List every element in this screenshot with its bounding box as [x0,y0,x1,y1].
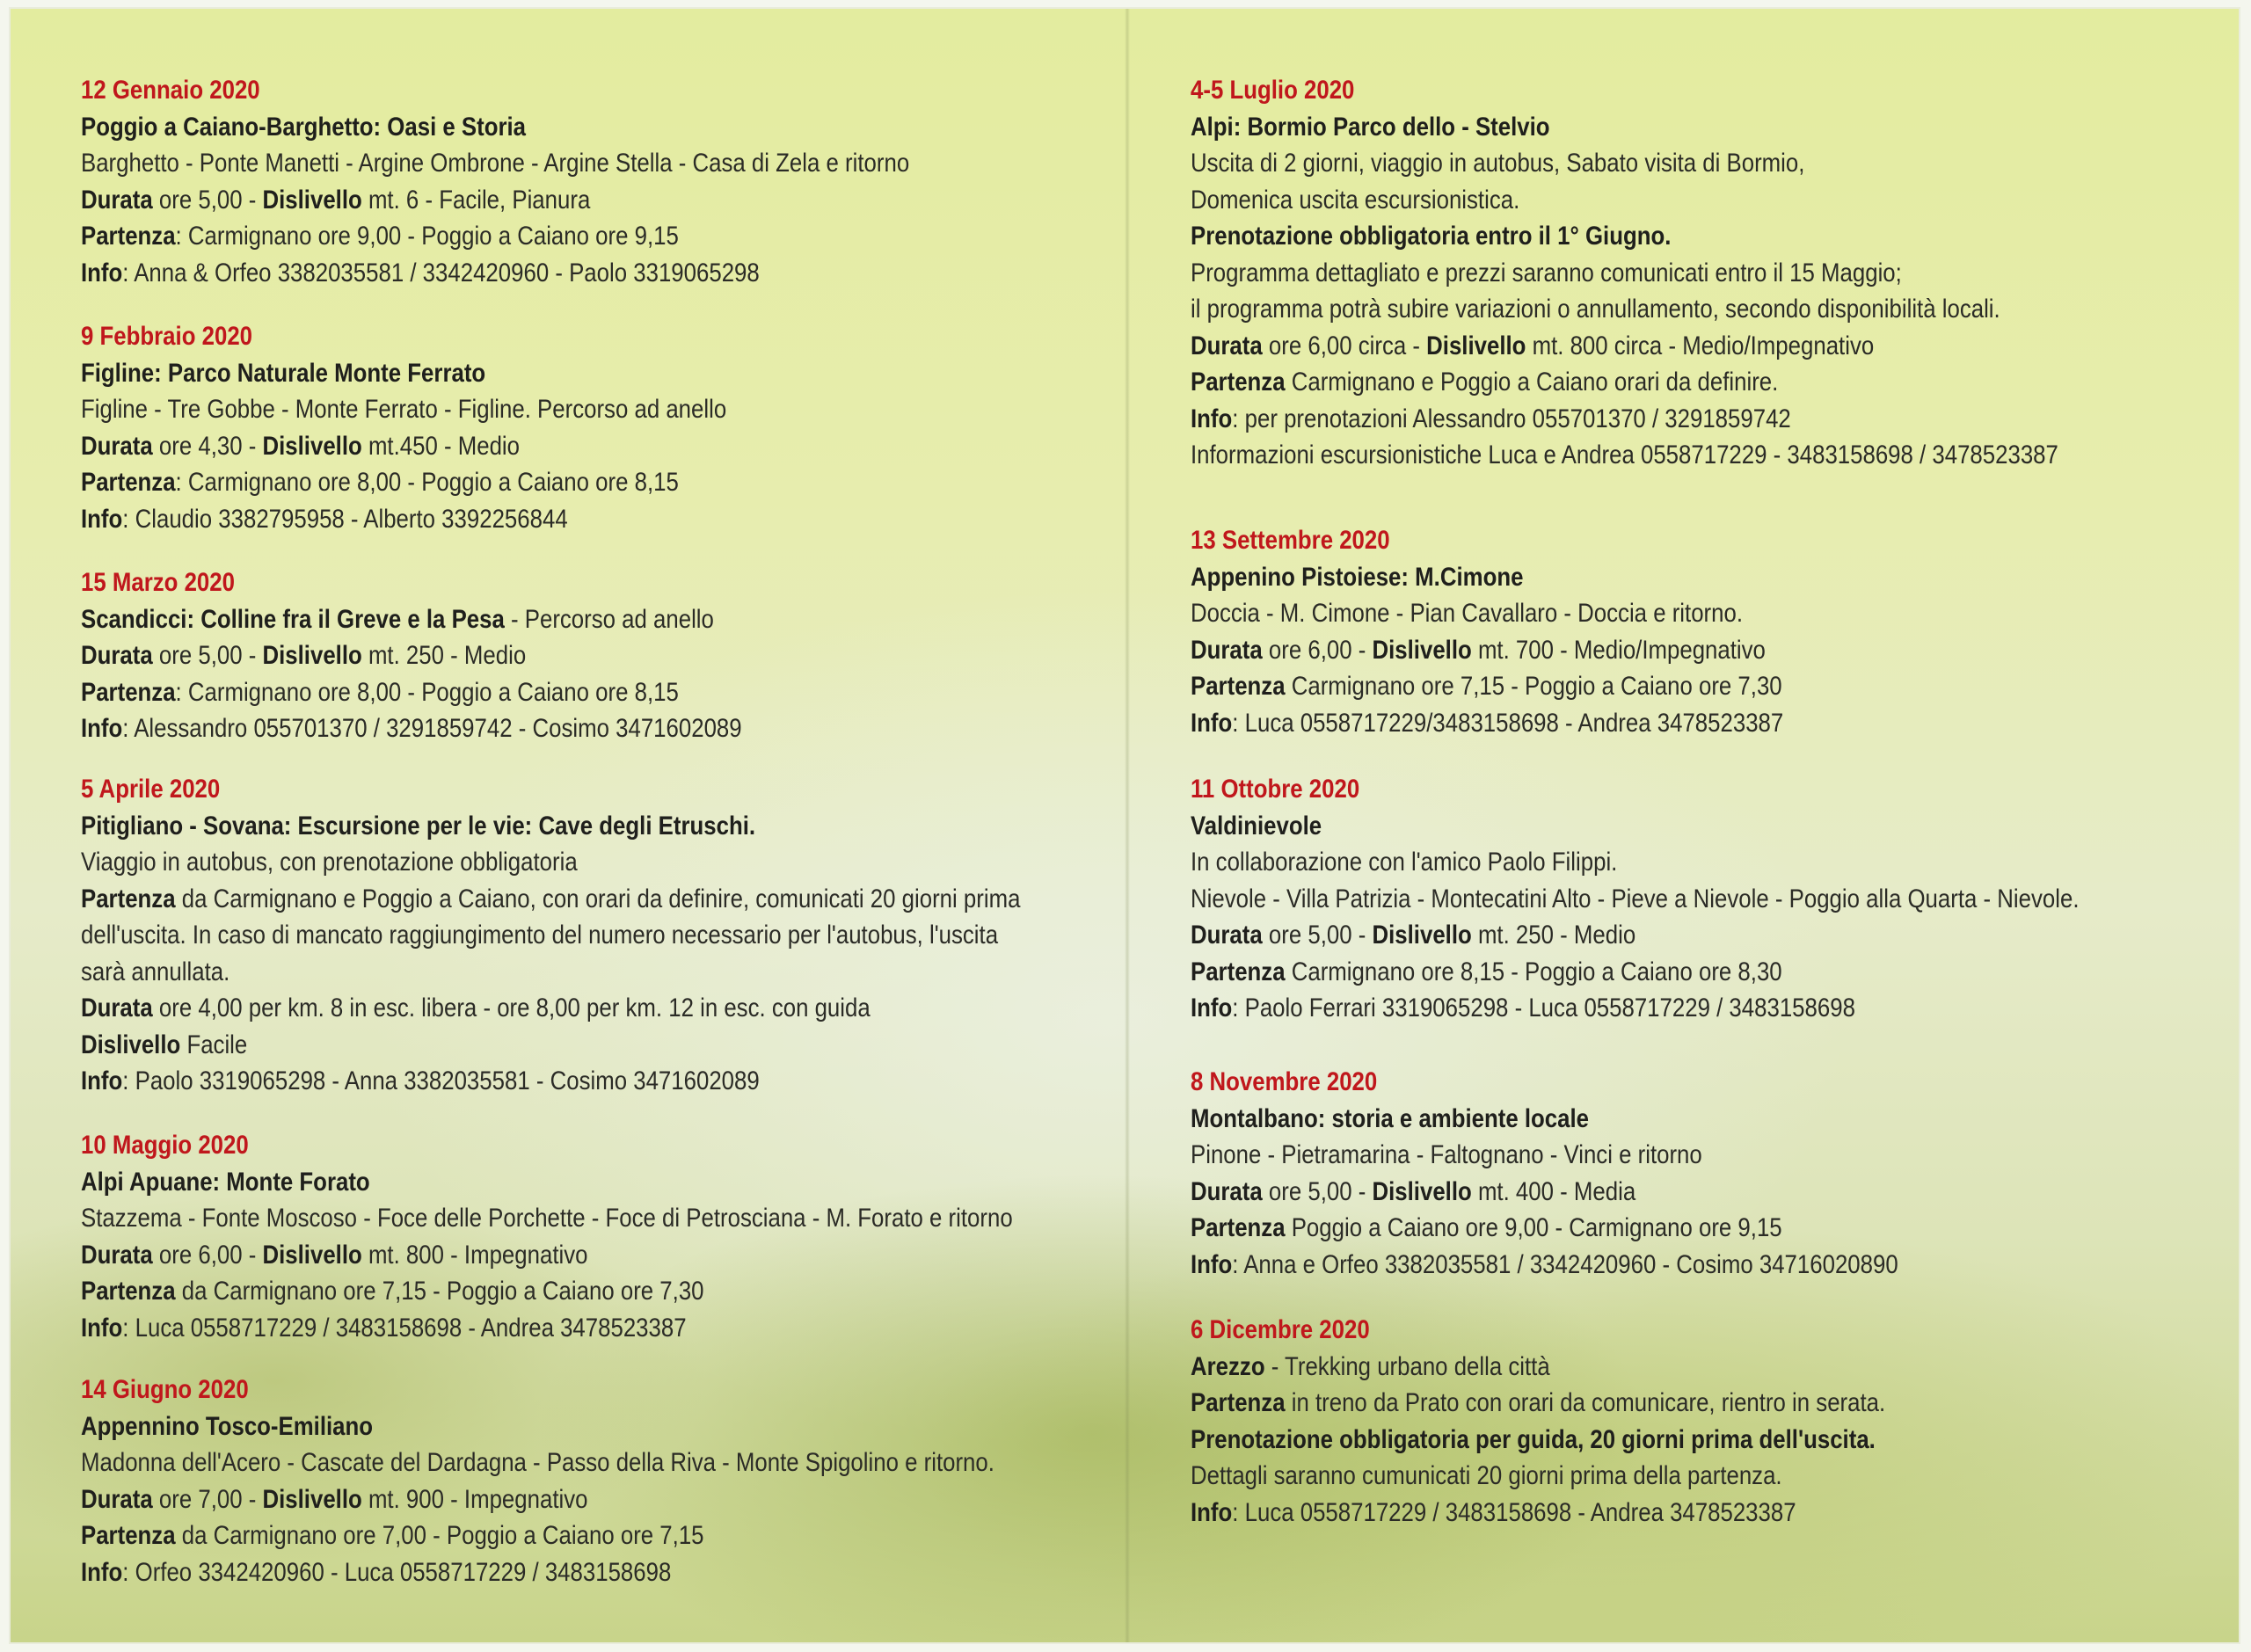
event-partenza: Partenza: Carmignano ore 8,00 - Poggio a Caiano ore 8,15 [81,677,679,707]
event-info: Info: Paolo 3319065298 - Anna 3382035581 - Cosimo 3471602089 [81,1066,760,1095]
event-partenza: Partenza Carmignano ore 8,15 - Poggio a Caiano ore 8,30 [1191,957,1782,986]
event-info: Info: Luca 0558717229 / 3483158698 - Andrea 3478523387 [81,1313,687,1343]
brochure-sheet [11,9,2239,1642]
event-durata: Durata ore 6,00 circa - Dislivello mt. 800 circa - Medio/Impegnativo [1191,331,1875,360]
event-date: 10 Maggio 2020 [81,1131,249,1160]
event-dicembre [1191,1312,1999,1531]
event-partenza: Partenza Carmignano e Poggio a Caiano orari da definire. [1191,368,1779,397]
event-partenza: Partenza in treno da Prato con orari da comunicare, rientro in serata. [1191,1388,1886,1417]
event-date: 14 Giugno 2020 [81,1375,249,1404]
event-title-line: Arezzo - Trekking urbano della città [1191,1351,1550,1381]
event-ottobre [1191,771,2224,1027]
event-route: Nievole - Villa Patrizia - Montecatini Alto - Pieve a Nievole - Poggio alla Quarta - Nievole. [1191,884,2080,913]
event-durata: Durata ore 5,00 - Dislivello mt. 400 - Media [1191,1176,1636,1206]
event-route: Stazzema - Fonte Moscoso - Foce delle Porchette - Foce di Petrosciana - M. Forato e ritorno [81,1204,1013,1233]
event-title: Pitigliano - Sovana: Escursione per le vie: Cave degli Etruschi. [81,811,756,841]
event-line: In collaborazione con l'amico Paolo Filippi. [1191,848,1618,877]
event-date: 15 Marzo 2020 [81,568,235,597]
event-title: Poggio a Caiano-Barghetto: Oasi e Storia [81,112,527,142]
event-info: Info: Anna & Orfeo 3382035581 / 3342420960 - Paolo 3319065298 [81,258,760,287]
event-durata: Durata ore 6,00 - Dislivello mt. 700 - Medio/Impegnativo [1191,635,1766,665]
event-title: Alpi: Bormio Parco dello - Stelvio [1191,112,1550,142]
event-febbraio [81,318,832,537]
event-title-line: Scandicci: Colline fra il Greve e la Pesa - Percorso ad anello [81,604,714,634]
event-durata: Durata ore 5,00 - Dislivello mt. 6 - Facile, Pianura [81,185,591,215]
event-giugno [81,1372,1143,1590]
event-line: sarà annullata. [81,957,230,986]
event-durata: Durata ore 5,00 - Dislivello mt. 250 - Medio [81,641,527,670]
event-partenza: Partenza: Carmignano ore 8,00 - Poggio a Caiano ore 8,15 [81,468,679,497]
event-settembre [1191,522,1880,741]
event-line: Domenica uscita escursionistica. [1191,185,1520,215]
event-date: 8 Novembre 2020 [1191,1067,1378,1096]
event-novembre [1191,1064,2014,1283]
event-date: 4-5 Luglio 2020 [1191,76,1355,105]
event-partenza: Partenza da Carmignano ore 7,00 - Poggio a Caiano ore 7,15 [81,1521,704,1550]
event-luglio [1191,72,2200,474]
event-marzo [81,564,849,747]
event-info: Info: Anna e Orfeo 3382035581 / 3342420960 - Cosimo 34716020890 [1191,1249,1898,1279]
event-line: Dettagli saranno cumunicati 20 giorni prima della partenza. [1191,1461,1782,1490]
event-line: il programma potrà subire variazioni o annullamento, secondo disponibilità locali. [1191,295,2000,324]
event-title: Figline: Parco Naturale Monte Ferrato [81,358,486,388]
event-durata: Durata ore 7,00 - Dislivello mt. 900 - Impegnativo [81,1484,588,1514]
event-info: Info: Paolo Ferrari 3319065298 - Luca 0558717229 / 3483158698 [1191,993,1855,1022]
event-line: Uscita di 2 giorni, viaggio in autobus, Sabato visita di Bormio, [1191,149,1805,178]
event-title: Montalbano: storia e ambiente locale [1191,1103,1590,1133]
event-date: 12 Gennaio 2020 [81,76,260,105]
event-line: Informazioni escursionistiche Luca e Andrea 0558717229 - 3483158698 / 3478523387 [1191,440,2058,469]
event-route: Barghetto - Ponte Manetti - Argine Ombrone - Argine Stella - Casa di Zela e ritorno [81,149,910,178]
event-title: Appennino Tosco-Emiliano [81,1411,374,1441]
event-aprile [81,771,1173,1100]
event-info: Info: per prenotazioni Alessandro 055701370 / 3291859742 [1191,404,1791,433]
event-route: Figline - Tre Gobbe - Monte Ferrato - Figline. Percorso ad anello [81,395,727,424]
event-line: Viaggio in autobus, con prenotazione obbligatoria [81,848,578,877]
event-title: Alpi Apuane: Monte Forato [81,1167,370,1197]
event-partenza: Partenza Carmignano ore 7,15 - Poggio a Caiano ore 7,30 [1191,672,1782,701]
event-date: 5 Aprile 2020 [81,775,221,804]
event-info: Info: Orfeo 3342420960 - Luca 0558717229 / 3483158698 [81,1557,672,1587]
event-line: dell'uscita. In caso di mancato raggiungimento del numero necessario per l'autobus, l'uscita [81,921,999,950]
event-date: 6 Dicembre 2020 [1191,1315,1370,1344]
event-info: Info: Luca 0558717229 / 3483158698 - Andrea 3478523387 [1191,1497,1796,1527]
event-durata: Durata ore 6,00 - Dislivello mt. 800 - Impegnativo [81,1240,588,1270]
event-info: Info: Claudio 3382795958 - Alberto 3392256844 [81,504,568,534]
event-durata: Durata ore 4,00 per km. 8 in esc. libera - ore 8,00 per km. 12 in esc. con guida [81,993,871,1022]
event-dislivello: Dislivello Facile [81,1030,248,1059]
event-date: 13 Settembre 2020 [1191,526,1390,555]
event-partenza: Partenza da Carmignano ore 7,15 - Poggio a Caiano ore 7,30 [81,1277,704,1306]
event-route: Pinone - Pietramarina - Faltognano - Vinci e ritorno [1191,1140,1702,1169]
event-partenza: Partenza: Carmignano ore 9,00 - Poggio a Caiano ore 9,15 [81,222,679,251]
event-date: 9 Febbraio 2020 [81,322,253,351]
event-maggio [81,1127,1164,1346]
event-partenza: Partenza da Carmignano e Poggio a Caiano, con orari da definire, comunicati 20 giorni prima [81,884,1021,913]
event-date: 11 Ottobre 2020 [1191,775,1360,804]
event-gennaio [81,72,1045,291]
event-durata: Durata ore 5,00 - Dislivello mt. 250 - Medio [1191,921,1636,950]
event-notice: Prenotazione obbligatoria per guida, 20 giorni prima dell'uscita. [1191,1424,1876,1454]
event-route: Doccia - M. Cimone - Pian Cavallaro - Doccia e ritorno. [1191,599,1744,628]
event-info: Info: Luca 0558717229/3483158698 - Andrea 3478523387 [1191,708,1784,738]
event-line: Programma dettagliato e prezzi saranno comunicati entro il 15 Maggio; [1191,258,1902,287]
event-partenza: Partenza Poggio a Caiano ore 9,00 - Carmignano ore 9,15 [1191,1213,1782,1242]
event-durata: Durata ore 4,30 - Dislivello mt.450 - Medio [81,431,521,461]
event-notice: Prenotazione obbligatoria entro il 1° Giugno. [1191,222,1672,251]
event-route: Madonna dell'Acero - Cascate del Dardagna - Passo della Riva - Monte Spigolino e ritorno. [81,1448,994,1477]
event-info: Info: Alessandro 055701370 / 3291859742 - Cosimo 3471602089 [81,714,742,743]
event-title: Appenino Pistoiese: M.Cimone [1191,562,1524,592]
event-title: Valdinievole [1191,811,1322,841]
